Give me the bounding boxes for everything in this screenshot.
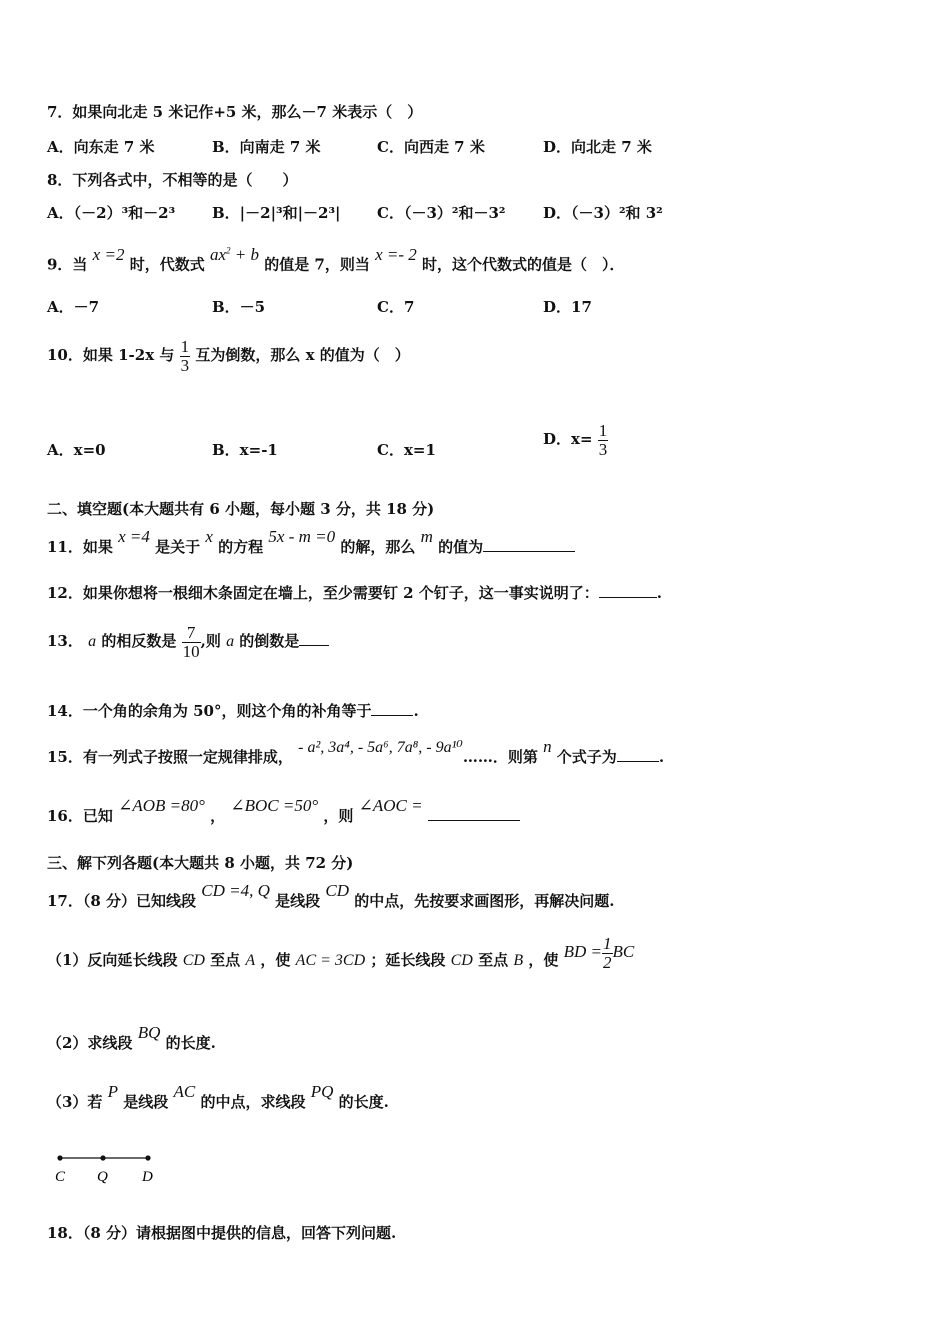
section-3-heading: 三、解下列各题(本大题共 8 小题，共 72 分) xyxy=(47,854,354,872)
q11-text-5: 的值为 xyxy=(438,538,484,556)
q11-answer-blank xyxy=(483,537,575,552)
q7-option-c: C．向西走 7 米 xyxy=(377,138,485,156)
q13-math-a: a xyxy=(88,633,97,650)
q15-end: . xyxy=(658,748,665,766)
q12-answer-blank xyxy=(599,583,657,598)
q9-text-2: 时，代数式 xyxy=(129,255,205,274)
question-17-stem xyxy=(47,881,615,911)
q17-part-1 xyxy=(47,933,635,980)
question-14 xyxy=(47,701,419,721)
q9-math-expression: $ax^2 + b$ xyxy=(209,244,259,264)
question-10-stem xyxy=(47,336,410,375)
q9-option-b: B．－5 xyxy=(212,298,266,316)
q9-text-4: 时，这个代数式的值是（ ）． xyxy=(422,255,625,274)
q17-1-math-cd: CD xyxy=(182,952,205,969)
q10-fraction: $\frac{1}{3}$ xyxy=(180,336,190,375)
question-18-stem: 18．（8 分）请根据图中提供的信息，回答下列问题. xyxy=(47,1224,397,1242)
q9-text-1: 9．当 xyxy=(47,255,88,274)
q8-option-c: C．（－3）²和－3² xyxy=(377,204,506,222)
q9-option-d: D．17 xyxy=(543,298,592,316)
q13-text-1: 13． xyxy=(47,632,83,650)
q16-math-boc: ∠BOC =50° xyxy=(230,796,319,815)
q17-1-math-bd: BD = $\frac{1}{2}$ BC xyxy=(563,933,635,972)
point-q-dot xyxy=(100,1155,105,1160)
q11-math-equation: 5x - m =0 xyxy=(268,527,336,546)
q14-end: . xyxy=(413,702,419,720)
q8-option-b: B．|－2|³和|－2³| xyxy=(212,204,341,222)
q17-1-text-1: （1）反向延长线段 xyxy=(47,951,178,969)
q17-3-text-2: 是线段 xyxy=(123,1093,169,1111)
q17-2-text-2: 的长度. xyxy=(165,1034,216,1052)
q17-3-text-4: 的长度. xyxy=(338,1093,389,1111)
q16-text-1: 16．已知 xyxy=(47,807,113,825)
q10-text-1: 10．如果 1-2x 与 xyxy=(47,346,175,364)
q17-1-text-4: ；延长线段 xyxy=(370,951,446,969)
q10-option-d-fraction: $\frac{1}{3}$ xyxy=(598,420,608,459)
q17-3-math-pq: PQ xyxy=(310,1082,334,1101)
q17-1-text-5: 至点 xyxy=(478,951,509,969)
q17-text-1: 17．（8 分）已知线段 xyxy=(47,892,197,910)
q14-answer-blank xyxy=(371,701,413,716)
question-13 xyxy=(47,622,329,661)
q17-2-text-1: （2）求线段 xyxy=(47,1034,133,1052)
q10-option-d-label: D．x= xyxy=(543,430,593,448)
q15-answer-blank xyxy=(617,747,659,762)
q12-end: . xyxy=(656,584,662,602)
question-15 xyxy=(47,737,665,768)
q9-text-3: 的值是 7，则当 xyxy=(264,255,370,274)
question-12 xyxy=(47,583,662,603)
q15-text-2: ……．则第 xyxy=(462,748,538,766)
q16-answer-blank xyxy=(428,806,520,821)
q11-text-1: 11．如果 xyxy=(47,538,113,556)
q15-text-1: 15．有一列式子按照一定规律排成， xyxy=(47,748,293,766)
q11-math-m: m xyxy=(420,527,433,546)
q17-math-cd: CD xyxy=(325,881,350,900)
q9-option-a: A．－7 xyxy=(47,298,100,316)
point-c-label: C xyxy=(55,1169,66,1185)
q11-text-3: 的方程 xyxy=(218,538,264,556)
q9-math-x-eq-2: x =2 xyxy=(92,244,125,264)
q17-1-text-6: ，使 xyxy=(528,951,559,969)
q17-part-3 xyxy=(47,1082,389,1112)
q13-fraction: $\frac{7}{10}$ xyxy=(182,622,200,661)
q7-option-a: A．向东走 7 米 xyxy=(47,138,155,156)
q16-text-2: ， xyxy=(210,807,226,825)
q13-text-4: 的倒数是 xyxy=(239,632,300,650)
q10-option-d xyxy=(543,420,608,459)
q17-text-2: 是线段 xyxy=(275,892,321,910)
question-11 xyxy=(47,527,575,557)
q8-option-d: D．（－3）²和 3² xyxy=(543,204,663,222)
q11-text-4: 的解，那么 xyxy=(340,538,416,556)
q10-option-b: B．x=-1 xyxy=(212,441,278,459)
q15-math-sequence: - a², 3a⁴, - 5a⁶, 7a⁸, - 9a¹⁰ xyxy=(298,739,463,756)
q7-option-d: D．向北走 7 米 xyxy=(543,138,652,156)
q13-answer-blank xyxy=(299,631,329,646)
q15-math-n: n xyxy=(543,737,552,756)
q17-1-math-cd-2: CD xyxy=(450,952,473,969)
q16-math-aob: ∠AOB =80° xyxy=(118,796,205,815)
q17-3-math-ac: AC xyxy=(173,1082,196,1101)
q7-option-b: B．向南走 7 米 xyxy=(212,138,321,156)
q9-math-x-eq-neg2: x =- 2 xyxy=(375,244,417,264)
q11-text-2: 是关于 xyxy=(155,538,201,556)
q17-1-math-a: A xyxy=(245,952,256,969)
q13-math-a-2: a xyxy=(226,633,235,650)
q17-1-text-3: ，使 xyxy=(260,951,291,969)
question-9-stem xyxy=(47,244,625,275)
q17-3-math-p: P xyxy=(107,1082,119,1101)
q15-text-3: 个式子为 xyxy=(556,748,617,766)
q10-option-c: C．x=1 xyxy=(377,441,436,459)
question-8-stem: 8．下列各式中，不相等的是（ ） xyxy=(47,171,298,189)
q16-text-3: ，则 xyxy=(323,807,354,825)
point-c-dot xyxy=(57,1155,62,1160)
q17-math-cd-4-q: CD =4, Q xyxy=(201,881,270,900)
q17-3-text-1: （3）若 xyxy=(47,1093,103,1111)
q17-text-3: 的中点，先按要求画图形，再解决问题. xyxy=(354,892,615,910)
q11-math-x-eq-4: x =4 xyxy=(118,527,150,546)
q16-math-aoc: ∠AOC = xyxy=(358,796,423,815)
q10-text-2: 互为倒数，那么 x 的值为（ ） xyxy=(195,346,410,364)
point-d-label: D xyxy=(142,1169,153,1185)
question-7-stem: 7．如果向北走 5 米记作+5 米，那么－7 米表示（ ） xyxy=(47,103,423,121)
q17-part-2 xyxy=(47,1023,216,1053)
q11-math-x: x xyxy=(205,527,213,546)
q17-1-text-2: 至点 xyxy=(210,951,241,969)
q8-option-a: A．（－2）³和－2³ xyxy=(47,204,176,222)
q14-text: 14．一个角的余角为 50°，则这个角的补角等于 xyxy=(47,702,372,720)
section-2-heading: 二、填空题(本大题共有 6 小题，每小题 3 分，共 18 分) xyxy=(47,500,435,518)
q13-text-2: 的相反数是 xyxy=(101,632,177,650)
q17-2-math-bq: BQ xyxy=(137,1023,161,1042)
q17-1-math-b: B xyxy=(513,952,524,969)
q10-option-a: A．x=0 xyxy=(47,441,106,459)
question-16 xyxy=(47,796,520,826)
q9-option-c: C．7 xyxy=(377,298,415,316)
q17-segment-figure xyxy=(50,1148,160,1190)
q17-3-text-3: 的中点，求线段 xyxy=(200,1093,306,1111)
point-d-dot xyxy=(145,1155,150,1160)
q13-text-3: ,则 xyxy=(200,632,221,650)
q17-1-math-ac: AC = 3CD xyxy=(295,952,366,969)
point-q-label: Q xyxy=(97,1169,108,1185)
q12-text: 12．如果你想将一根细木条固定在墙上，至少需要钉 2 个钉子，这一事实说明了： xyxy=(47,584,599,602)
